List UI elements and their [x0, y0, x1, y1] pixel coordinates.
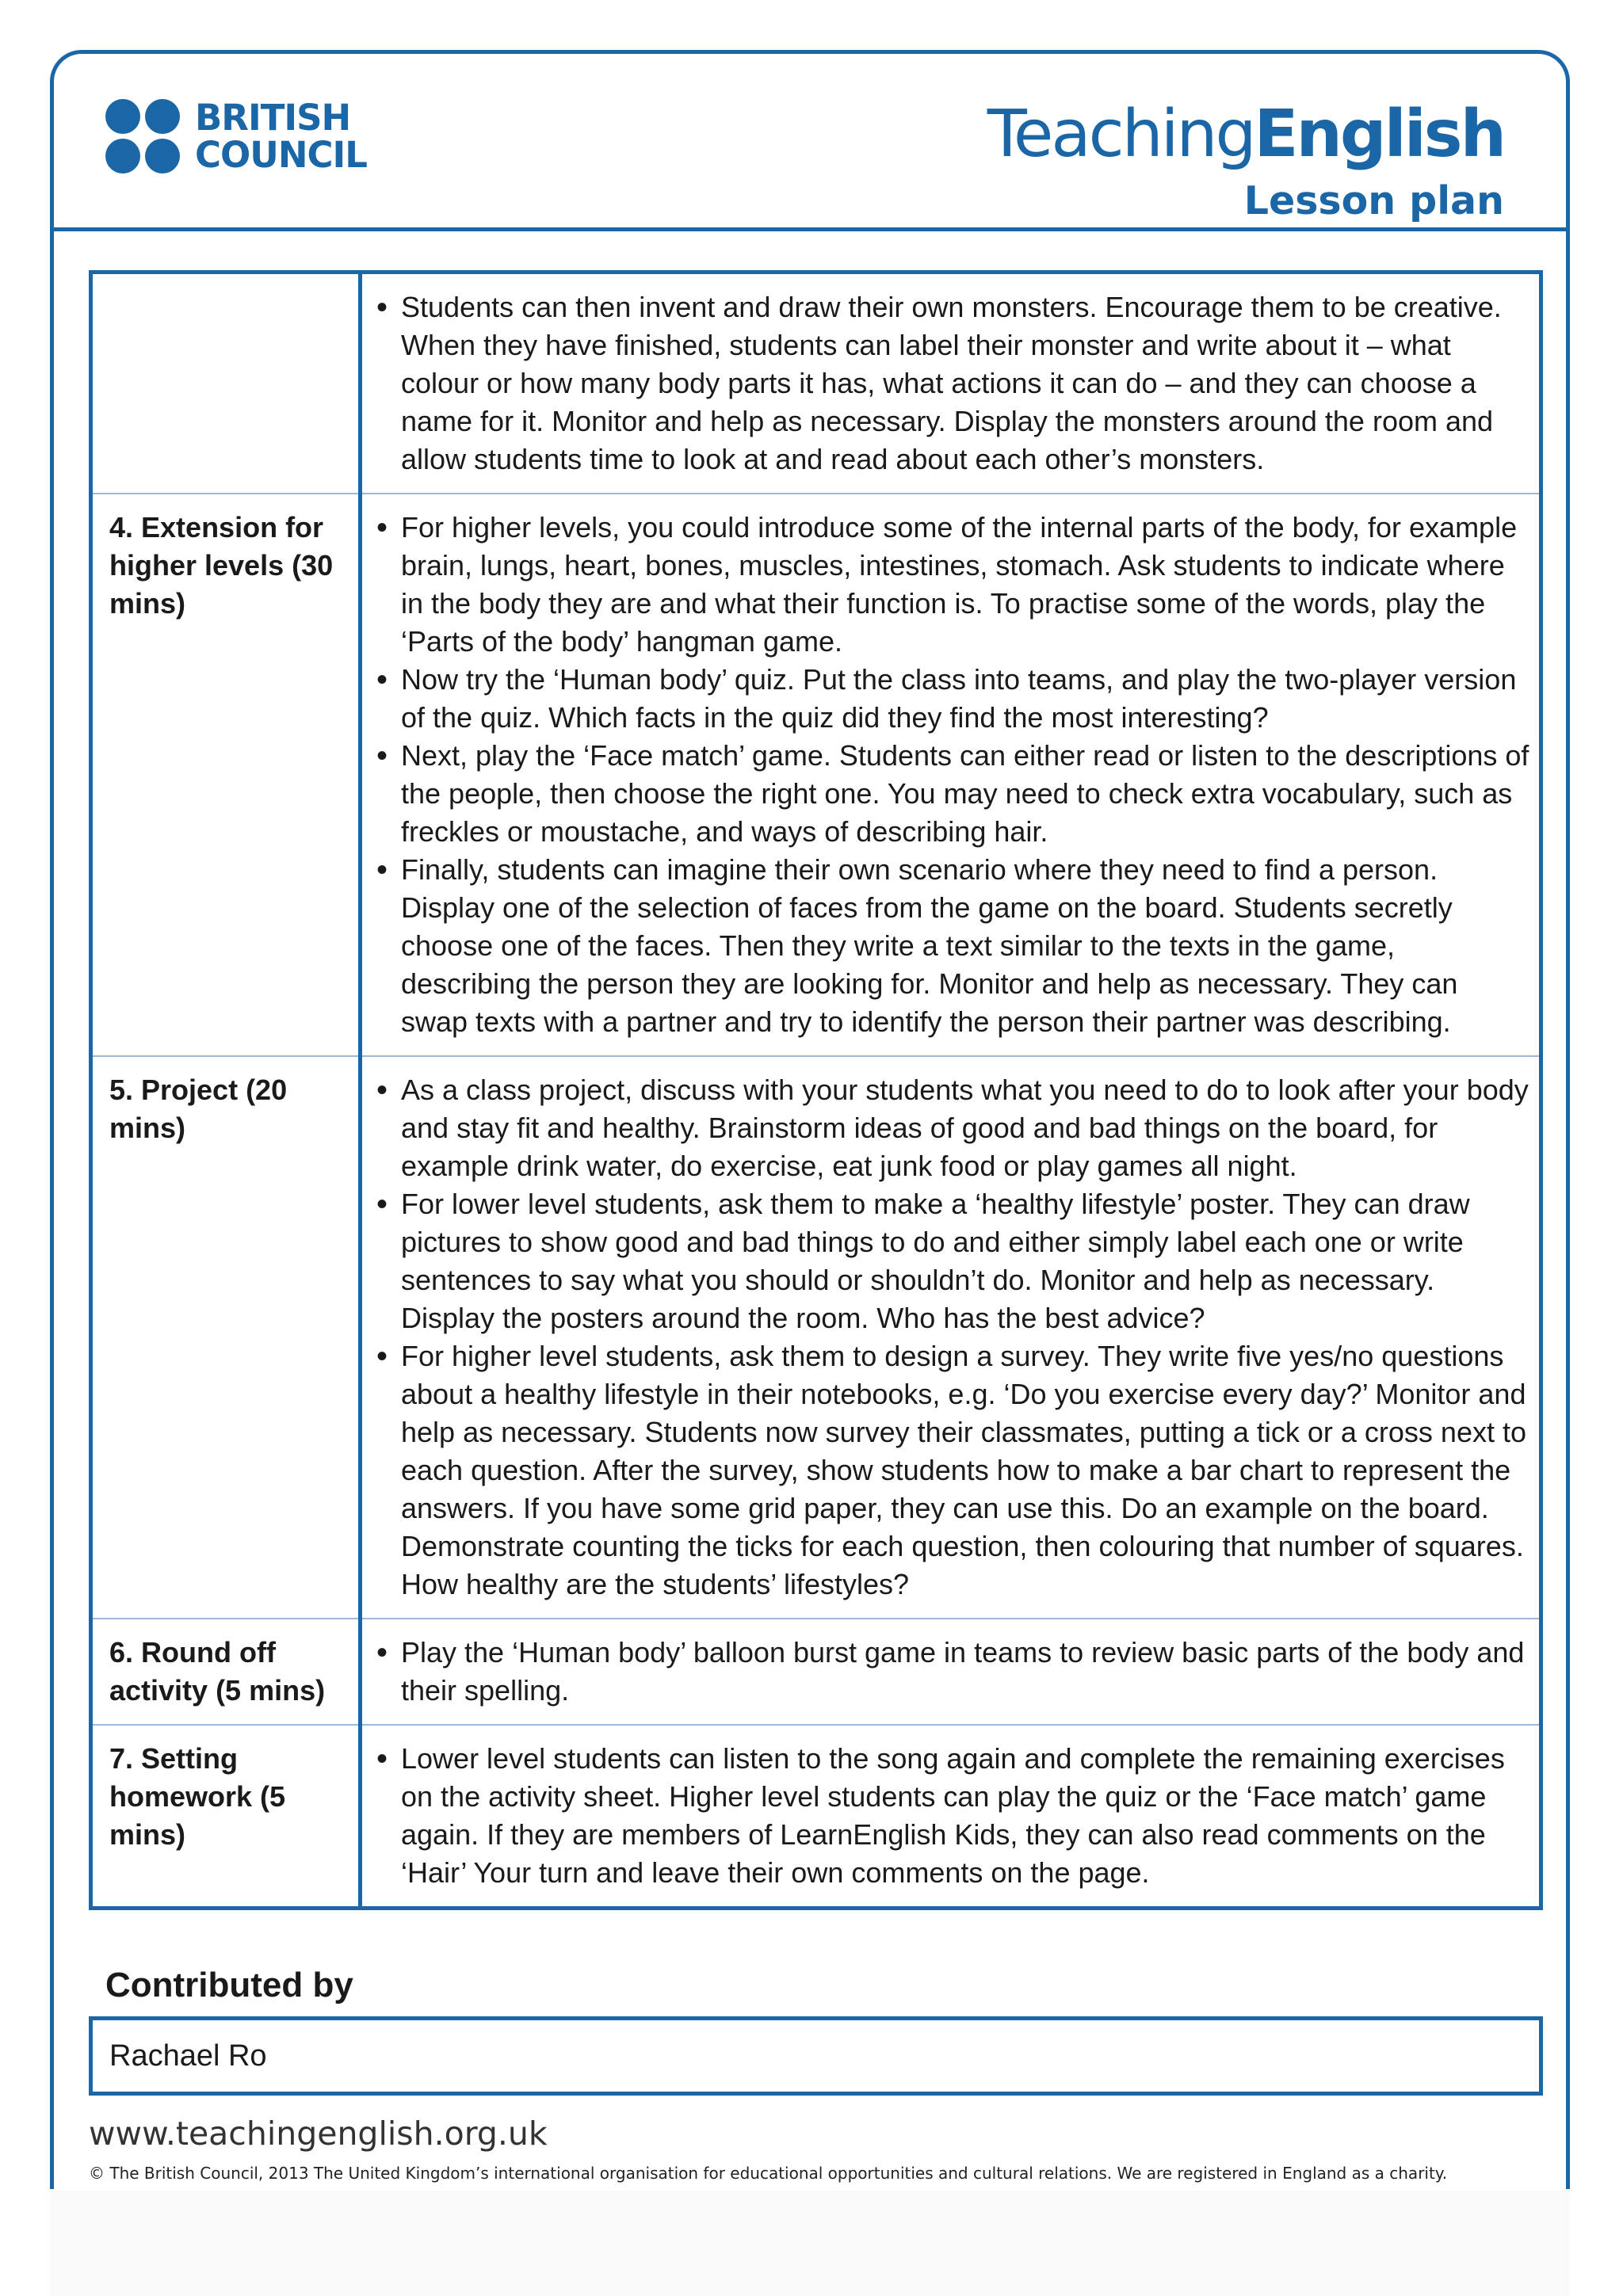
lesson-plan-table	[89, 270, 1543, 1910]
procedure-item: • For lower level students, ask them to make a ‘healthy lifestyle’ poster. They can draw pictures to show good and bad things to do and either simply label each one or write sentences to say what you should or shouldn’t do. Monitor and help as necessary. Display the posters around the room. Who has the best advice?	[375, 1185, 1531, 1337]
website-link[interactable]: www.teachingenglish.org.uk	[89, 2115, 548, 2153]
table-row	[91, 1619, 1541, 1725]
lesson-plan-label: Lesson plan	[1243, 178, 1504, 223]
procedure-cell	[361, 1056, 1541, 1619]
contributor-name: Rachael Ro	[109, 2039, 267, 2073]
procedure-item: • Finally, students can imagine their own scenario where they need to find a person. Display one of the selection of faces from the game on the board. Students secretly choose one of the faces. Then they write a text similar to the texts in the game, describing the person they are looking for. Monitor and help as necessary. They can swap texts with a partner and try to identify the person their partner was describing.	[375, 851, 1531, 1041]
procedure-list	[375, 509, 1531, 1041]
procedure-cell	[361, 1619, 1541, 1725]
procedure-item: • Students can then invent and draw their own monsters. Encourage them to be creative. When they have finished, students can label their monster and write about it – what colour or how many body parts it has, what actions it can do – and they can choose a name for it. Monitor and help as necessary. Display the monsters around the room and allow students time to look at and read about each other’s monsters.	[375, 288, 1531, 479]
procedure-item: • Play the ‘Human body’ balloon burst game in teams to review basic parts of the body and their spelling.	[375, 1634, 1531, 1710]
procedure-item: • As a class project, discuss with your students what you need to do to look after your body and stay fit and healthy. Brainstorm ideas of good and bad things on the board, for example drink water, do exercise, eat junk food or play games all night.	[375, 1071, 1531, 1185]
stage-cell: 7. Setting homework (5 mins)	[91, 1725, 361, 1909]
brand-light: Teaching	[987, 97, 1254, 172]
logo-text-line2: COUNCIL	[195, 134, 367, 176]
table-row	[91, 1725, 1541, 1909]
procedure-list	[375, 288, 1531, 479]
brand-bold: English	[1254, 97, 1504, 172]
logo-text-line1: BRITISH	[195, 97, 351, 139]
procedure-cell	[361, 1725, 1541, 1909]
procedure-item: • For higher levels, you could introduce some of the internal parts of the body, for example brain, lungs, heart, bones, muscles, intestines, stomach. Ask students to indicate where in the body they are and what their function is. To practise some of the words, play the ‘Parts of the body’ hangman game.	[375, 509, 1531, 661]
procedure-item: • For higher level students, ask them to design a survey. They write five yes/no questions about a healthy lifestyle in their notebooks, e.g. ‘Do you exercise every day?’ Monitor and help as necessary. Students now survey their classmates, putting a tick or a cross next to each question. After the survey, show students how to make a bar chart to represent the answers. If you have some grid paper, they can use this. Do an example on the board. Demonstrate counting the ticks for each question, then colouring that number of squares. How healthy are the students’ lifestyles?	[375, 1337, 1531, 1604]
procedure-list	[375, 1071, 1531, 1604]
procedure-item: • Next, play the ‘Face match’ game. Students can either read or listen to the descriptions of the people, then choose the right one. You may need to check extra vocabulary, such as freckles or moustache, and ways of describing hair.	[375, 737, 1531, 851]
procedure-cell	[361, 494, 1541, 1056]
contributed-by-heading: Contributed by	[105, 1966, 353, 2004]
table-row	[91, 1056, 1541, 1619]
procedure-cell	[361, 273, 1541, 494]
stage-cell: 5. Project (20 mins)	[91, 1056, 361, 1619]
procedure-list	[375, 1634, 1531, 1710]
teaching-english-brand	[987, 97, 1504, 173]
procedure-item: • Now try the ‘Human body’ quiz. Put the class into teams, and play the two-player version of the quiz. Which facts in the quiz did they find the most interesting?	[375, 661, 1531, 737]
table-row	[91, 494, 1541, 1056]
stage-cell: 6. Round off activity (5 mins)	[91, 1619, 361, 1725]
header-divider	[50, 227, 1570, 231]
contributor-box	[89, 2016, 1543, 2096]
copyright-notice: © The British Council, 2013 The United Kingdom’s international organisation for educational opportunities and cultural relations. We are registered in England as a charity.	[89, 2164, 1448, 2183]
procedure-item: • Lower level students can listen to the song again and complete the remaining exercises on the activity sheet. Higher level students can play the quiz or the ‘Face match’ game again. If they are members of LearnEnglish Kids, they can also read comments on the ‘Hair’ Your turn and leave their own comments on the page.	[375, 1740, 1531, 1892]
procedure-list	[375, 1740, 1531, 1892]
logo-text	[195, 99, 367, 174]
logo-dots-icon	[105, 99, 180, 174]
stage-cell	[91, 273, 361, 494]
stage-cell: 4. Extension for higher levels (30 mins)	[91, 494, 361, 1056]
page-bottom-margin	[50, 2191, 1570, 2296]
table-row	[91, 273, 1541, 494]
